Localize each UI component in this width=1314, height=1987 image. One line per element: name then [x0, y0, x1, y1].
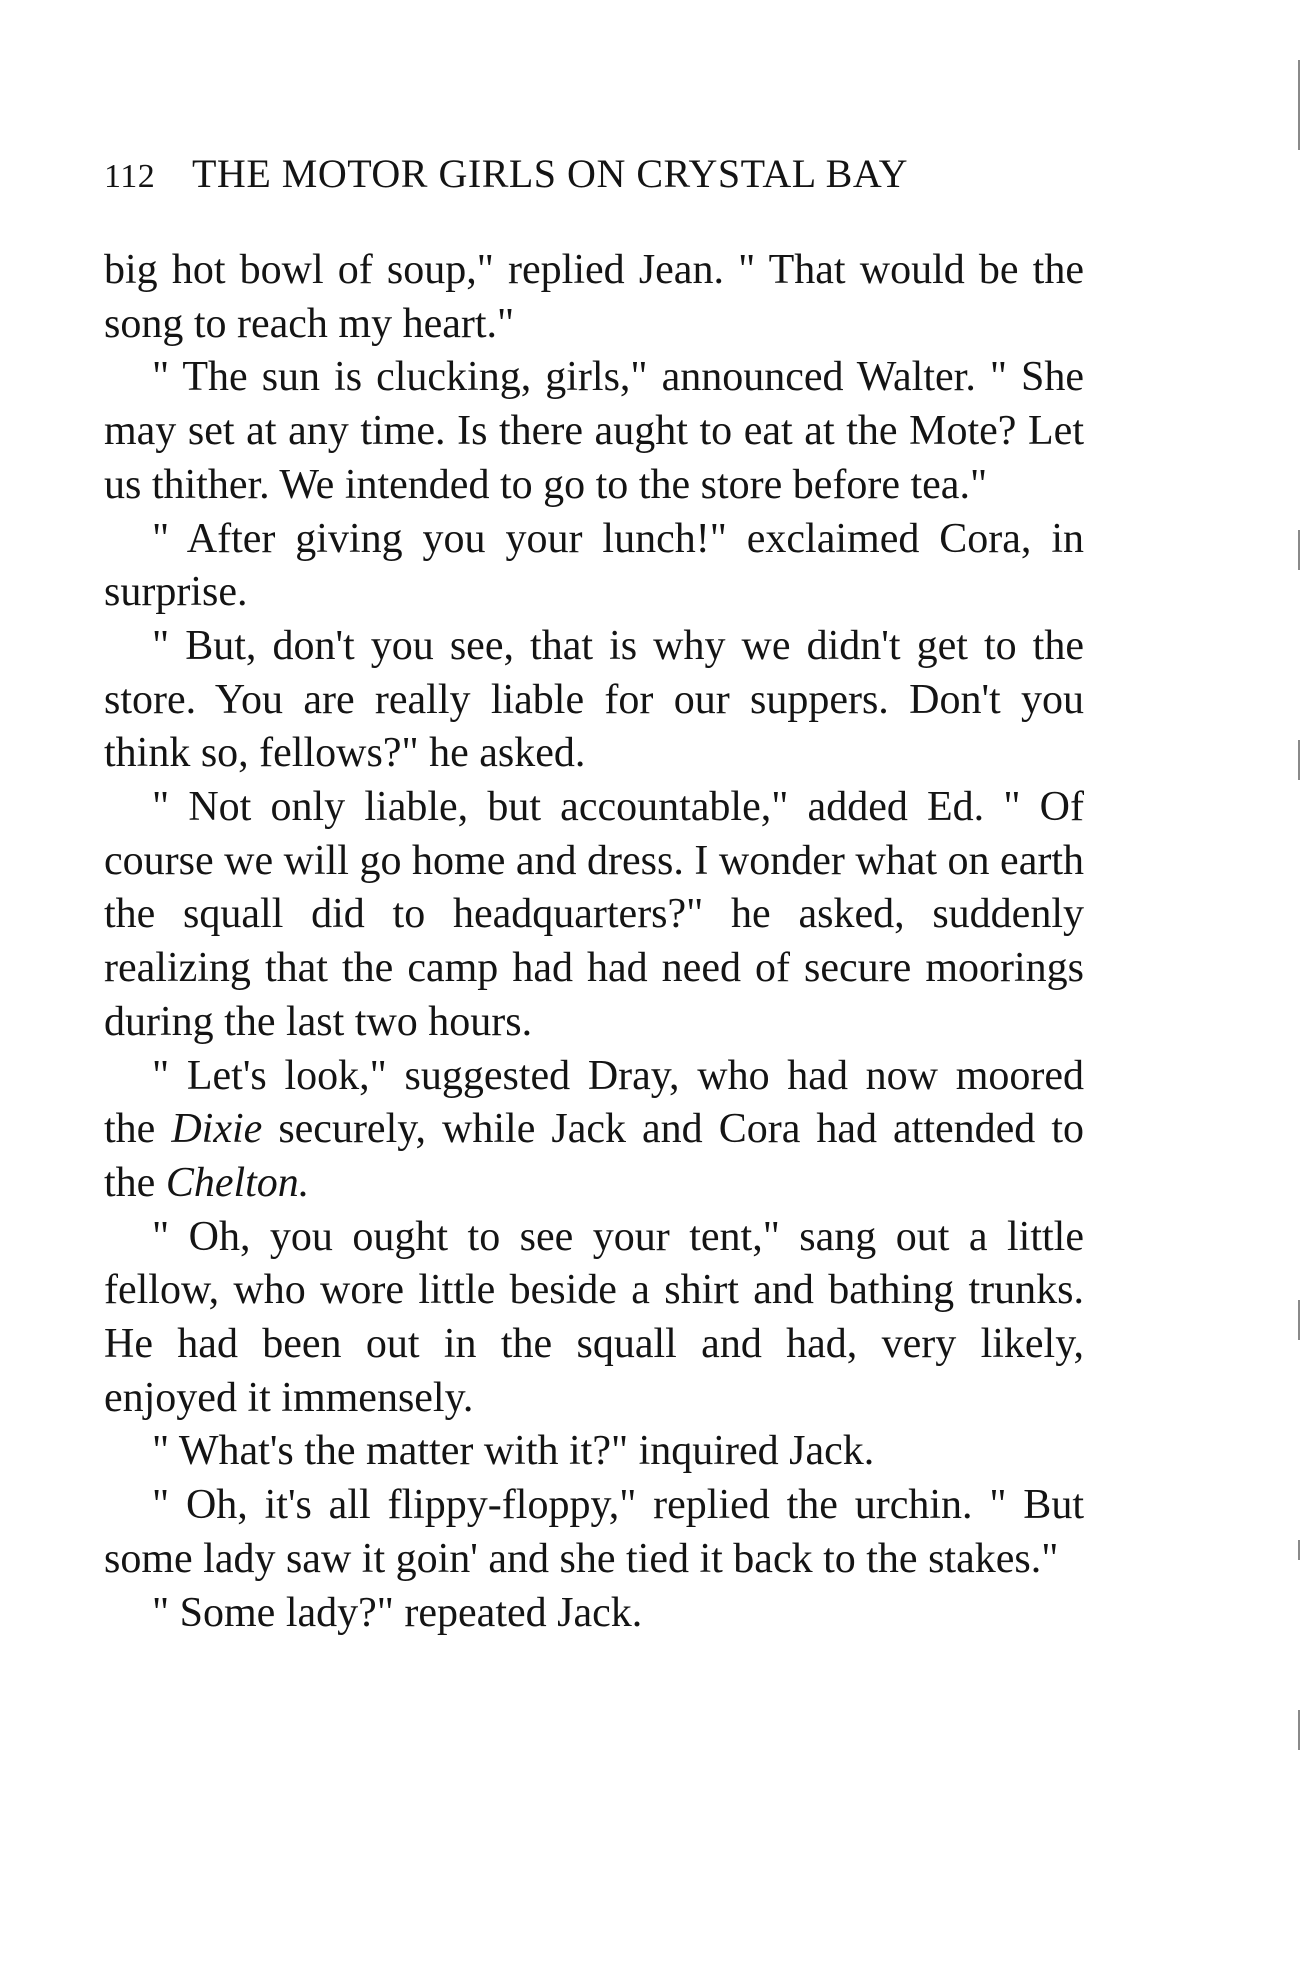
- running-title: THE MOTOR GIRLS ON CRYSTAL BAY: [192, 151, 908, 196]
- paragraph: " Some lady?" repeated Jack.: [152, 1589, 643, 1636]
- boat-name-dixie: Dixie: [171, 1106, 263, 1153]
- paragraph-text: securely, while Jack and Cora had attended to the: [104, 1106, 1084, 1206]
- paragraph: " Oh, you ought to see your tent," sang out a little fellow, who wore little beside a shirt and bathing trunks. He had been out in the squall and had, very likely, enjoyed it immensely.: [104, 1213, 1084, 1421]
- page-number: 112: [104, 158, 156, 195]
- paragraph: " The sun is clucking, girls," announced Walter. " She may set at any time. Is there aught to eat at the Mote? Let us thither. We intended to go to the store before tea.": [104, 354, 1084, 508]
- paragraph: " Oh, it's all flippy-floppy," replied the urchin. " But some lady saw it goin' and she tied it back to the stakes.": [104, 1482, 1084, 1582]
- paragraph-text: " Let's look," suggested Dray, who had now moored the: [104, 1052, 1084, 1153]
- paragraph: " Not only liable, but accountable," added Ed. " Of course we will go home and dress. I wonder what on earth the squall did to headquarters?" he asked, suddenly realizing that the camp had had need of secure moorings during the last two hours.: [104, 784, 1084, 1045]
- paragraph: " After giving you your lunch!" exclaimed Cora, in surprise.: [104, 515, 1084, 616]
- boat-name-chelton: Chelton.: [165, 1159, 310, 1206]
- paragraph: [104, 1050, 1084, 1211]
- scan-edge-mark: [1298, 1540, 1300, 1560]
- scan-edge-mark: [1298, 740, 1300, 780]
- body-text: [104, 244, 1084, 1640]
- paragraph: " What's the matter with it?" inquired Jack.: [152, 1428, 875, 1475]
- scan-edge-mark: [1298, 530, 1300, 570]
- scan-edge-mark: [1298, 60, 1300, 150]
- page-header: [104, 150, 1084, 200]
- scan-edge-mark: [1298, 1710, 1300, 1750]
- scan-edge-mark: [1298, 1300, 1300, 1340]
- paragraph: big hot bowl of soup," replied Jean. " That would be the song to reach my heart.": [104, 247, 1084, 347]
- paragraph: " But, don't you see, that is why we didn't get to the store. You are really liable for our suppers. Don't you think so, fellows?" he asked.: [104, 622, 1084, 777]
